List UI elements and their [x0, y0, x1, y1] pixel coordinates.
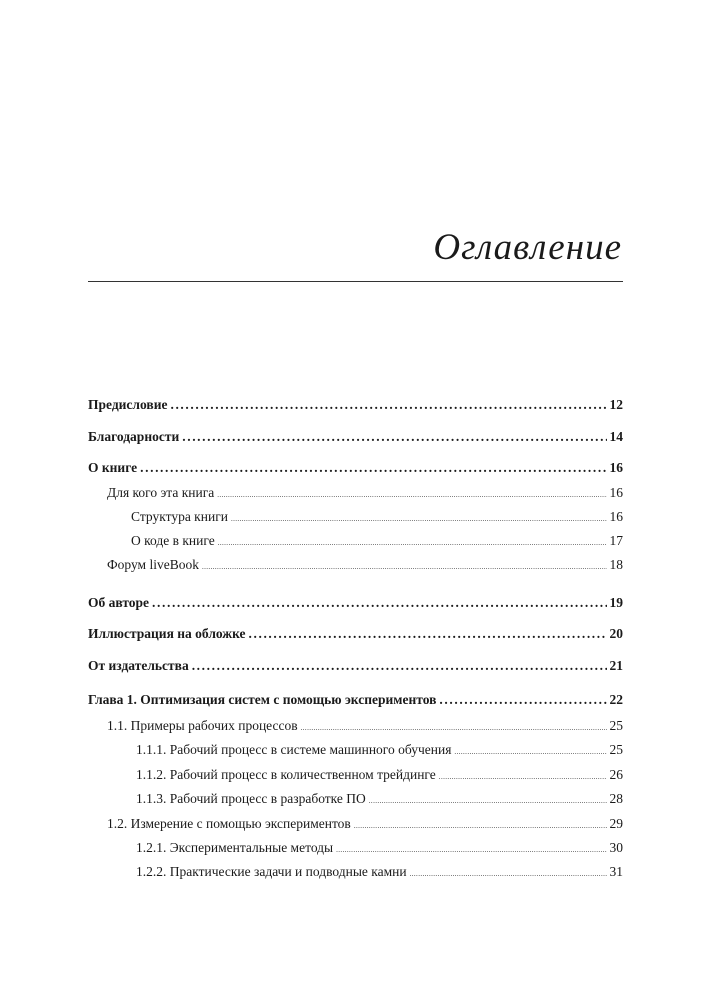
- toc-entry-label: 1.1.2. Рабочий процесс в количественном трейдинге: [136, 767, 436, 782]
- dot-leader: [202, 561, 607, 574]
- toc-entry-label: Об авторе: [88, 595, 150, 610]
- dot-leader: [218, 537, 607, 550]
- toc-entry-label: Иллюстрация на обложке: [88, 626, 246, 641]
- toc-entry-page: 25: [609, 718, 623, 733]
- toc-entry-page: 22: [609, 692, 623, 707]
- dot-leader: [249, 626, 607, 642]
- toc-entry-section-1-1-3[interactable]: [136, 791, 623, 808]
- toc-entry-label: 1.2.1. Экспериментальные методы: [136, 840, 334, 855]
- toc-entry-page: 29: [609, 816, 623, 831]
- dot-leader: [439, 692, 606, 708]
- toc-entry-section-1-1-2[interactable]: [136, 767, 623, 784]
- toc-entry-page: 12: [609, 397, 623, 412]
- toc-entry-page: 26: [609, 767, 623, 782]
- toc-entry-label: 1.2. Измерение с помощью экспериментов: [107, 816, 351, 831]
- dot-leader: [410, 868, 607, 881]
- dot-leader: [336, 844, 606, 857]
- toc-entry-livebook[interactable]: [107, 557, 623, 574]
- toc-entry-page: 21: [609, 658, 623, 673]
- toc-entry-label: От издательства: [88, 658, 189, 673]
- toc-entry-label: Благодарности: [88, 429, 180, 444]
- toc-entry-cover-illustration[interactable]: [88, 626, 623, 642]
- toc-entry-chapter-1[interactable]: [88, 692, 623, 708]
- toc-entry-section-1-1-1[interactable]: [136, 742, 623, 759]
- toc-entry-page: 28: [609, 791, 623, 806]
- toc-entry-section-1-1[interactable]: [107, 718, 623, 735]
- dot-leader: [192, 658, 607, 674]
- toc-entry-page: 14: [609, 429, 623, 444]
- toc-entry-page: 30: [609, 840, 623, 855]
- toc-entry-label: 1.2.2. Практические задачи и подводные камни: [136, 864, 407, 879]
- dot-leader: [152, 595, 606, 611]
- toc-entry-acknowledgements[interactable]: [88, 429, 623, 445]
- toc-entry-label: Структура книги: [131, 509, 228, 524]
- dot-leader: [354, 820, 607, 833]
- toc-entry-label: Предисловие: [88, 397, 168, 412]
- dot-leader: [454, 746, 606, 759]
- toc-entry-code[interactable]: [131, 533, 623, 550]
- dot-leader: [182, 429, 606, 445]
- toc-entry-label: 1.1.1. Рабочий процесс в системе машинного обучения: [136, 742, 452, 757]
- dot-leader: [170, 397, 606, 413]
- toc-entry-page: 18: [609, 557, 623, 572]
- toc-entry-structure[interactable]: [131, 509, 623, 526]
- toc-entry-page: 31: [609, 864, 623, 879]
- dot-leader: [439, 771, 607, 784]
- toc-entry-publisher[interactable]: [88, 658, 623, 674]
- toc-entry-page: 17: [609, 533, 623, 548]
- toc-entry-label: Форум liveBook: [107, 557, 199, 572]
- title-underline: [88, 281, 623, 282]
- toc-entry-preface[interactable]: [88, 397, 623, 413]
- toc-entry-label: О коде в книге: [131, 533, 215, 548]
- toc-entry-section-1-2-1[interactable]: [136, 840, 623, 857]
- toc-entry-label: 1.1.3. Рабочий процесс в разработке ПО: [136, 791, 366, 806]
- toc-entry-page: 16: [609, 509, 623, 524]
- toc-entry-page: 16: [609, 485, 623, 500]
- dot-leader: [369, 795, 607, 808]
- dot-leader: [140, 460, 606, 476]
- toc-entry-page: 19: [609, 595, 623, 610]
- toc-entry-section-1-2[interactable]: [107, 816, 623, 833]
- toc-entry-about-book[interactable]: [88, 460, 623, 476]
- toc-entry-label: Для кого эта книга: [107, 485, 215, 500]
- dot-leader: [301, 722, 607, 735]
- toc-entry-audience[interactable]: [107, 485, 623, 502]
- toc-entry-page: 20: [609, 626, 623, 641]
- toc-entry-label: О книге: [88, 460, 138, 475]
- toc-entry-label: 1.1. Примеры рабочих процессов: [107, 718, 298, 733]
- toc-entry-page: 25: [609, 742, 623, 757]
- toc-entry-about-author[interactable]: [88, 595, 623, 611]
- toc-entry-section-1-2-2[interactable]: [136, 864, 623, 881]
- toc-entry-page: 16: [609, 460, 623, 475]
- toc-entry-label: Глава 1. Оптимизация систем с помощью экспериментов: [88, 692, 437, 707]
- dot-leader: [217, 489, 606, 502]
- dot-leader: [231, 513, 607, 526]
- page-title: Оглавление: [433, 227, 622, 268]
